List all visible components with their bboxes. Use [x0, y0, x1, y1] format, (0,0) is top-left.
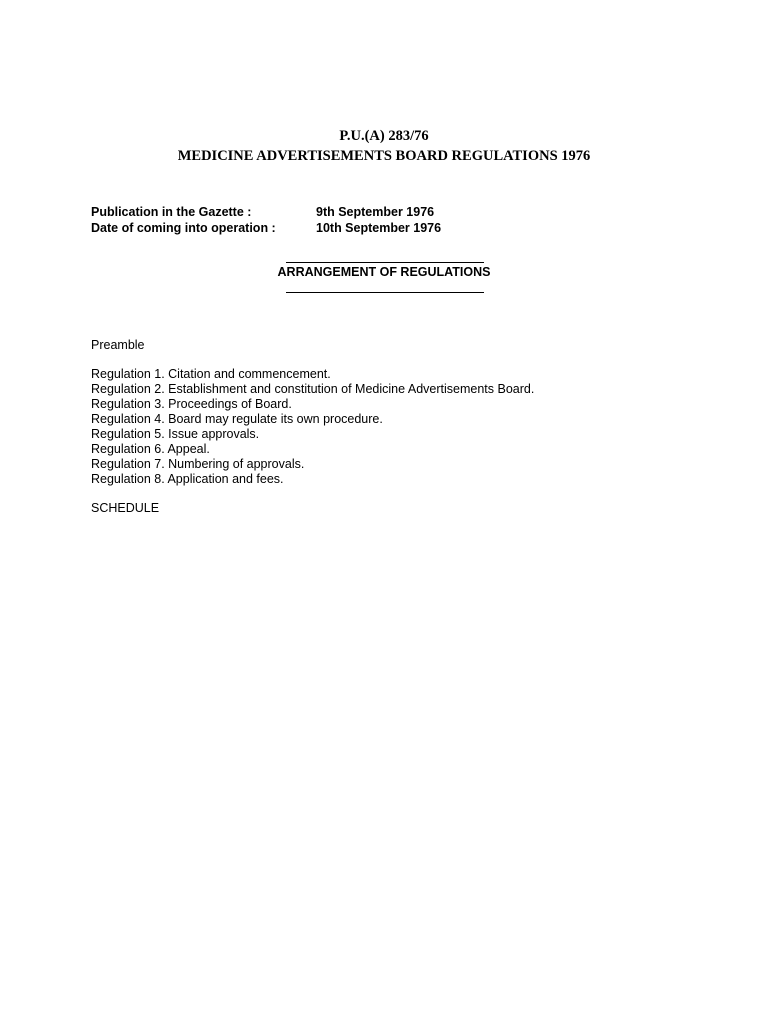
schedule-link[interactable]: SCHEDULE [91, 501, 160, 515]
publication-label: Publication in the Gazette : [91, 205, 252, 219]
operation-label: Date of coming into operation : [91, 220, 276, 235]
instrument-number: P.U.(A) 283/76 [339, 128, 429, 144]
regulation-item[interactable]: Regulation 1. Citation and commencement. [91, 367, 331, 381]
regulation-item[interactable]: Regulation 7. Numbering of approvals. [91, 457, 305, 471]
regulation-item[interactable]: Regulation 8. Application and fees. [91, 472, 284, 486]
gazette-row-publication [91, 205, 441, 221]
regulation-item[interactable]: Regulation 2. Establishment and constitution of Medicine Advertisements Board. [91, 382, 535, 396]
regulation-item[interactable]: Regulation 6. Appeal. [91, 442, 210, 456]
regulation-item[interactable]: Regulation 4. Board may regulate its own procedure. [91, 412, 383, 426]
gazette-details [91, 205, 441, 236]
divider-bottom [286, 292, 484, 293]
gazette-row-operation [91, 221, 441, 237]
arrangement-heading [0, 265, 768, 280]
document-title-block [0, 126, 768, 166]
operation-date: 10th September 1976 [316, 220, 442, 235]
publication-date: 9th September 1976 [316, 205, 435, 219]
divider-top [286, 262, 484, 263]
document-title: MEDICINE ADVERTISEMENTS BOARD REGULATIONS 1976 [177, 148, 591, 164]
arrangement-heading-text: ARRANGEMENT OF REGULATIONS [277, 265, 491, 279]
regulations-list [91, 367, 534, 487]
regulation-item[interactable]: Regulation 3. Proceedings of Board. [91, 397, 292, 411]
preamble-link[interactable]: Preamble [91, 338, 145, 352]
regulation-item[interactable]: Regulation 5. Issue approvals. [91, 427, 260, 441]
